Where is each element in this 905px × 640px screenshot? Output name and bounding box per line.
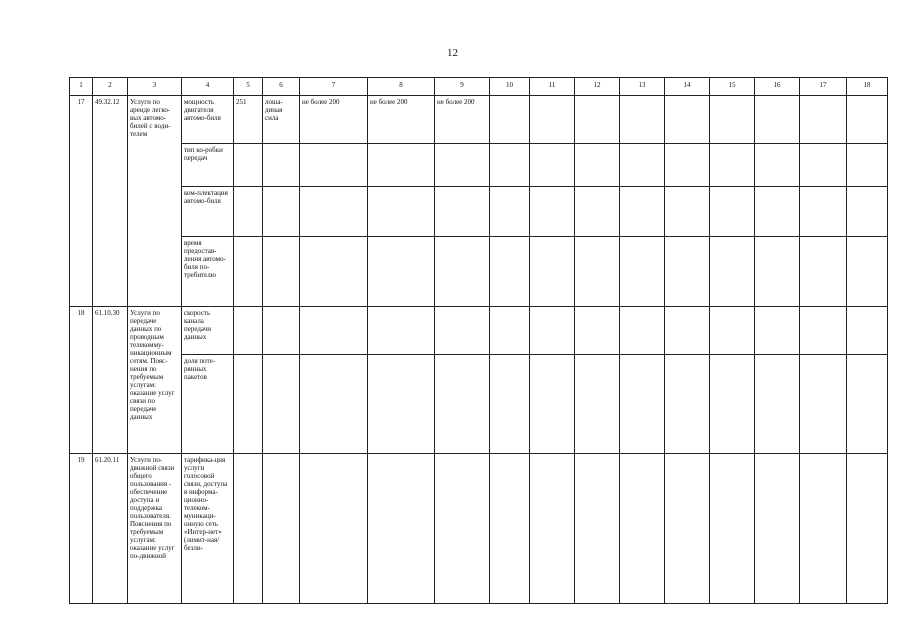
column-header: 11: [530, 78, 575, 96]
column-header: 6: [263, 78, 300, 96]
characteristic-name: скорость канала передачи данных: [182, 307, 234, 355]
column-header: 12: [575, 78, 620, 96]
okpd-code: 49.32.12: [93, 96, 128, 307]
characteristic-name: ком-плектация автомо-биля: [182, 187, 234, 237]
column-header: 8: [368, 78, 435, 96]
okpd-code: 61.10.30: [93, 307, 128, 453]
column-header: 7: [300, 78, 368, 96]
requirements-table: [69, 77, 888, 604]
row-number: 17: [70, 96, 93, 307]
column-header: 10: [490, 78, 530, 96]
unit-code: 251: [234, 96, 263, 144]
page-number: 12: [447, 47, 458, 59]
characteristic-name: время предостав-ления автомо-биля по-требителю: [182, 237, 234, 307]
value-cell: не более 200: [300, 96, 368, 144]
column-header: 17: [800, 78, 847, 96]
service-name: Услуги по передаче данных по проводным телекомму-никационным сетям. Пояс-нения по требуемым услугам: оказание услуг связи по передаче данных: [128, 307, 182, 453]
table-row: [70, 144, 888, 187]
column-header: 4: [182, 78, 234, 96]
column-header: 2: [93, 78, 128, 96]
table-row: [70, 187, 888, 237]
column-header: 9: [435, 78, 490, 96]
characteristic-name: доля поте-рянных пакетов: [182, 355, 234, 453]
unit-name: лоша-диная сила: [263, 96, 300, 144]
column-header: 5: [234, 78, 263, 96]
service-name: Услуги по аренде легко-вых автомо-билей с води-телем: [128, 96, 182, 307]
column-header: 14: [665, 78, 710, 96]
table-row: [70, 237, 888, 307]
column-header: 15: [710, 78, 755, 96]
row-number: 19: [70, 453, 93, 603]
column-header: 3: [128, 78, 182, 96]
row-number: 18: [70, 307, 93, 453]
service-name: Услуги по-движной связи общего пользования - обеспечение доступа и поддержка пользователя. Пояснения по требуемым услугам: оказание услуг по-движной: [128, 453, 182, 603]
table-row: [70, 355, 888, 453]
column-header: 1: [70, 78, 93, 96]
characteristic-name: тарифика-ция услуги голосовой связи, доступа в информа-ционно-телеком-муникаци-онную сеть «Интер-нет» (лимит-ная/безли-: [182, 453, 234, 603]
column-header: 16: [755, 78, 800, 96]
table-row: [70, 453, 888, 603]
header-row: [70, 78, 888, 96]
characteristic-name: мощность двигателя автомо-биля: [182, 96, 234, 144]
column-header: 13: [620, 78, 665, 96]
table-row: [70, 307, 888, 355]
characteristic-name: тип ко-робки передач: [182, 144, 234, 187]
column-header: 18: [847, 78, 888, 96]
value-cell: не более 200: [368, 96, 435, 144]
table-row: [70, 96, 888, 144]
okpd-code: 61.20.11: [93, 453, 128, 603]
value-cell: не более 200: [435, 96, 490, 144]
